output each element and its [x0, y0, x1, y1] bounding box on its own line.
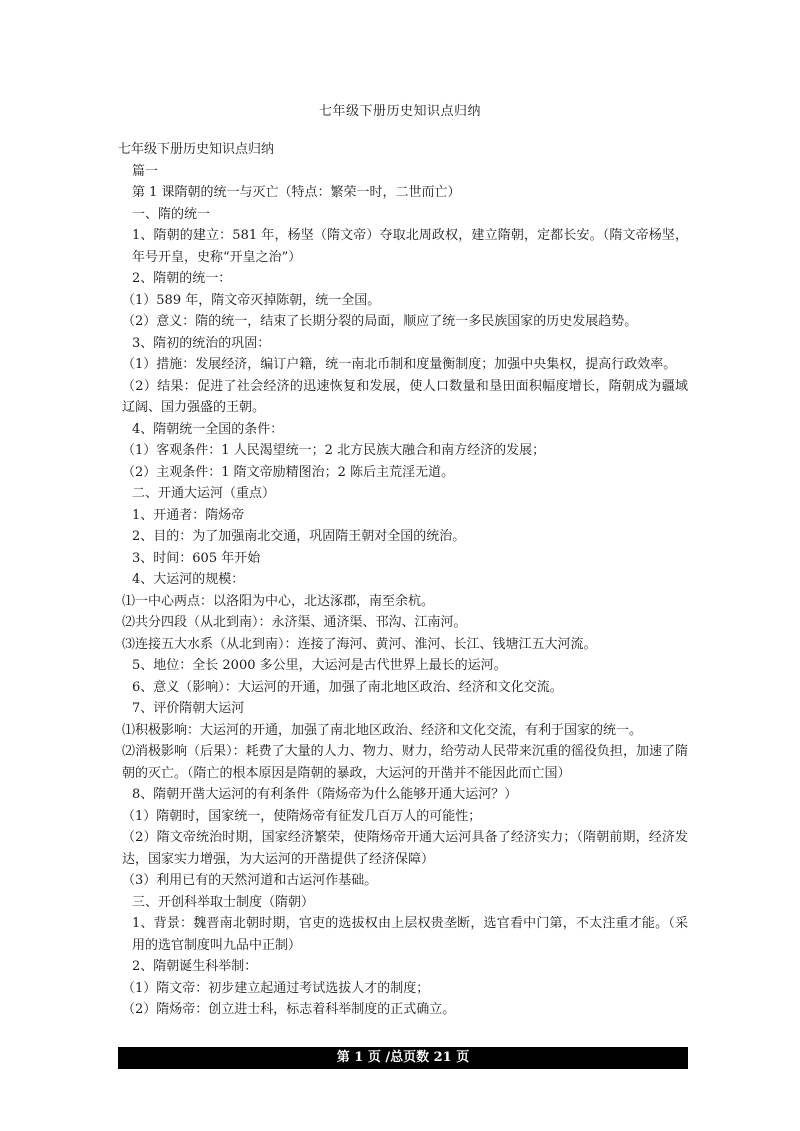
text-line: 4、隋朝统一全国的条件： [132, 421, 284, 437]
text-line: ⑶连接五大水系（从北到南）：连接了海河、黄河、淮河、长江、钱塘江五大河流。 [122, 636, 597, 652]
text-line: （1）客观条件：1 人民渴望统一；2 北方民族大融合和南方经济的发展； [122, 443, 546, 458]
text-line: 三、开创科举取士制度（隋朝） [132, 894, 315, 910]
document-body [118, 139, 688, 1021]
text-line: （3）利用已有的天然河道和古运河作基础。 [122, 873, 378, 888]
text-line: （1）589 年，隋文帝灭掉陈朝，统一全国。 [122, 292, 381, 308]
page-footer: 第 1 页 /总页数 21 页 [118, 1047, 688, 1069]
text-line: 5、地位：全长 2000 多公里，大运河是古代世界上最长的运河。 [132, 658, 507, 673]
text-line: 1、隋朝的建立：581 年，杨坚（隋文帝）夺取北周政权，建立隋朝，定都长安。（隋文帝杨坚，年号开皇，史称“开皇之治”） [132, 228, 688, 265]
text-line: ⑴积极影响：大运河的开通，加强了南北地区政治、经济和文化交流，有利于国家的统一。 [122, 722, 643, 738]
text-line: 七年级下册历史知识点归纳 [118, 142, 275, 157]
text-line: （2）隋文帝统治时期，国家经济繁荣，使隋炀帝开通大运河具备了经济实力；（隋朝前期，经济发达，国家实力增强，为大运河的开凿提供了经济保障） [122, 830, 688, 867]
text-line: （2）隋炀帝：创立进士科，标志着科举制度的正式确立。 [122, 1002, 456, 1017]
text-line: （2）意义：隋的统一，结束了长期分裂的局面，顺应了统一多民族国家的历史发展趋势。 [122, 314, 638, 329]
text-line: 第 1 课隋朝的统一与灭亡（特点：繁荣一时，二世而亡） [132, 185, 461, 200]
text-line: 1、背景：魏晋南北朝时期，官吏的选拔权由上层权贵垄断，选官看中门第，不太注重才能。（采用的选官制度叫九品中正制） [132, 916, 688, 953]
page-title: 七年级下册历史知识点归纳 [318, 104, 481, 119]
text-line: 一、隋的统一 [132, 206, 211, 222]
text-line: （1）隋文帝：初步建立起通过考试选拔人才的制度； [122, 980, 430, 996]
text-line: 6、意义（影响）：大运河的开通，加强了南北地区政治、经济和文化交流。 [132, 679, 563, 695]
text-line: 8、隋朝开凿大运河的有利条件（隋炀帝为什么能够开通大运河？） [132, 787, 518, 802]
text-line: （2）主观条件：1 隋文帝励精图治；2 陈后主荒淫无道。 [122, 464, 455, 480]
text-line: ⑵消极影响（后果）：耗费了大量的人力、物力、财力，给劳动人民带来沉重的徭役负担，加速了隋朝的灭亡。（隋亡的根本原因是隋朝的暴政，大运河的开凿并不能因此而亡国） [122, 744, 688, 781]
text-line: 二、开通大运河（重点） [132, 486, 276, 501]
text-line: 2、隋朝的统一： [132, 271, 232, 286]
text-line: 篇一 [132, 163, 159, 179]
text-line: 1、开通者：隋炀帝 [132, 507, 245, 523]
text-line: 3、隋初的统治的巩固： [132, 335, 271, 351]
text-line: （2）结果：促进了社会经济的迅速恢复和发展，使人口数量和垦田面积幅度增长，隋朝成为疆域辽阔、国力强盛的王朝。 [122, 378, 688, 415]
text-line: （1）隋朝时，国家统一，使隋炀帝有征发几百万人的可能性； [122, 808, 482, 824]
text-line: ⑴一中心两点：以洛阳为中心，北达涿郡，南至余杭。 [122, 593, 435, 609]
text-line: ⑵共分四段（从北到南）：永济渠、通济渠、邗沟、江南河。 [122, 615, 467, 630]
text-line: 2、目的：为了加强南北交通，巩固隋王朝对全国的统治。 [132, 529, 466, 544]
text-line: 7、评价隋朝大运河 [132, 701, 245, 716]
text-line: 2、隋朝诞生科举制： [132, 959, 258, 974]
text-line: （1）措施：发展经济，编订户籍，统一南北币制和度量衡制度；加强中央集权，提高行政效率。 [122, 357, 677, 372]
text-line: 3、时间：605 年开始 [132, 550, 261, 566]
text-line: 4、大运河的规模： [132, 572, 245, 587]
